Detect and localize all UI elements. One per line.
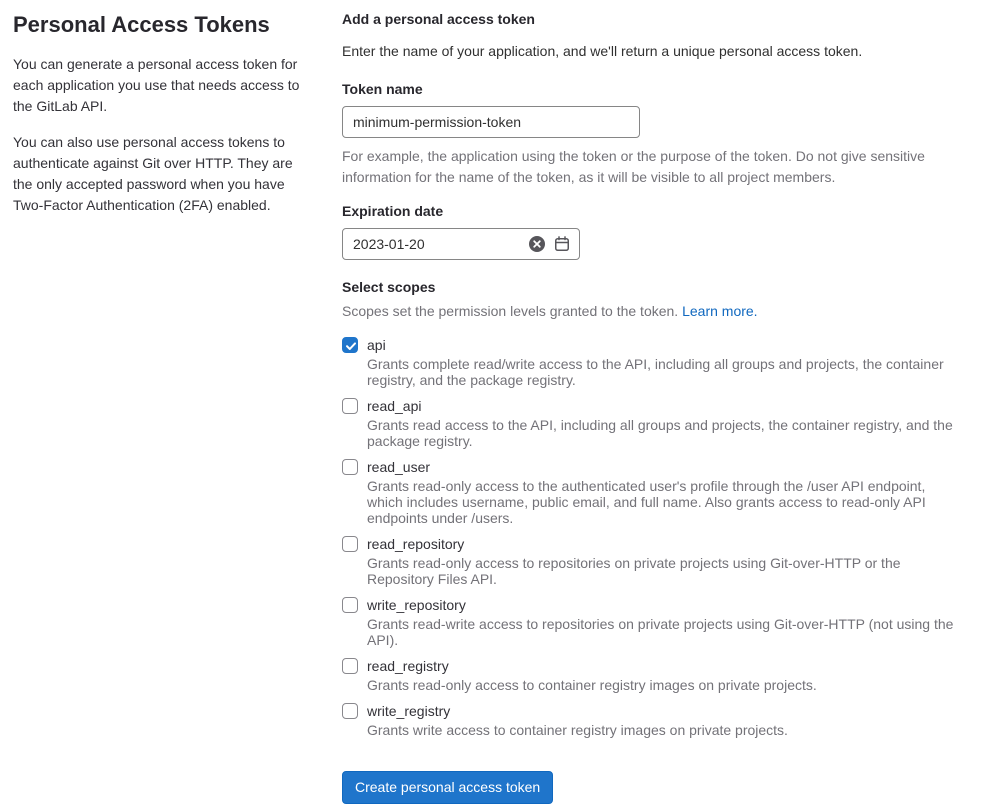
scope-row <box>342 534 962 587</box>
scope-label-read_registry[interactable]: read_registry <box>367 658 449 674</box>
scope-row <box>342 396 962 449</box>
scope-label-read_api[interactable]: read_api <box>367 398 422 414</box>
calendar-icon[interactable] <box>554 236 570 252</box>
scope-description: Grants read access to the API, including all groups and projects, the container registry, and the package registry. <box>367 417 953 449</box>
scope-checkbox-read_user[interactable] <box>342 459 358 475</box>
token-name-help: For example, the application using the token or the purpose of the token. Do not give sensitive information for the name of the token, as it will be visible to all project members. <box>342 148 925 185</box>
scope-row <box>342 595 962 648</box>
settings-section-description <box>13 12 313 231</box>
select-scopes-section <box>342 279 962 738</box>
scope-checkbox-read_registry[interactable] <box>342 658 358 674</box>
expiration-date-group <box>342 203 962 260</box>
scope-description: Grants read-only access to the authenticated user's profile through the /user API endpoint, which includes username, public email, and full name. Also grants access to read-only API endpoints under /users. <box>367 478 926 526</box>
expiration-date-label: Expiration date <box>342 203 444 219</box>
scope-checkbox-write_repository[interactable] <box>342 597 358 613</box>
token-name-input[interactable] <box>342 106 640 138</box>
form-intro: Enter the name of your application, and we'll return a unique personal access token. <box>342 43 863 59</box>
scopes-description <box>342 301 962 321</box>
scope-checkbox-read_repository[interactable] <box>342 536 358 552</box>
scope-description: Grants complete read/write access to the API, including all groups and projects, the container registry, and the package registry. <box>367 356 944 388</box>
add-token-form <box>342 0 962 804</box>
description-paragraph: You can also use personal access tokens to authenticate against Git over HTTP. They are the only accepted password when you have Two-Factor Authentication (2FA) enabled. <box>13 134 293 214</box>
scope-list <box>342 335 962 738</box>
select-scopes-label: Select scopes <box>342 279 436 295</box>
scope-row <box>342 335 962 388</box>
scope-label-read_repository[interactable]: read_repository <box>367 536 465 552</box>
scope-row <box>342 457 962 526</box>
token-name-label: Token name <box>342 81 423 97</box>
learn-more-link[interactable]: Learn more. <box>682 303 758 319</box>
scope-description: Grants read-only access to repositories on private projects using Git-over-HTTP or the Repository Files API. <box>367 555 901 587</box>
description-paragraph: You can generate a personal access token for each application you use that needs access to the GitLab API. <box>13 56 300 115</box>
scope-label-write_repository[interactable]: write_repository <box>367 597 466 613</box>
form-heading: Add a personal access token <box>342 11 535 27</box>
scope-checkbox-read_api[interactable] <box>342 398 358 414</box>
scope-row <box>342 656 962 693</box>
scope-checkbox-write_registry[interactable] <box>342 703 358 719</box>
scopes-description-text: Scopes set the permission levels granted to the token. <box>342 303 679 319</box>
scope-description: Grants read-only access to container registry images on private projects. <box>367 677 817 693</box>
scope-label-api[interactable]: api <box>367 337 386 353</box>
expiration-date-field <box>342 228 580 260</box>
page-title: Personal Access Tokens <box>13 12 270 37</box>
circle-x-icon[interactable] <box>529 236 545 252</box>
scope-label-read_user[interactable]: read_user <box>367 459 431 475</box>
date-field-icons <box>529 228 570 260</box>
scope-label-write_registry[interactable]: write_registry <box>367 703 451 719</box>
scope-row <box>342 701 962 738</box>
scope-description: Grants read-write access to repositories on private projects using Git-over-HTTP (not using the API). <box>367 616 954 648</box>
scope-description: Grants write access to container registry images on private projects. <box>367 722 788 738</box>
create-token-button[interactable]: Create personal access token <box>342 771 553 804</box>
scope-checkbox-api[interactable] <box>342 337 358 353</box>
